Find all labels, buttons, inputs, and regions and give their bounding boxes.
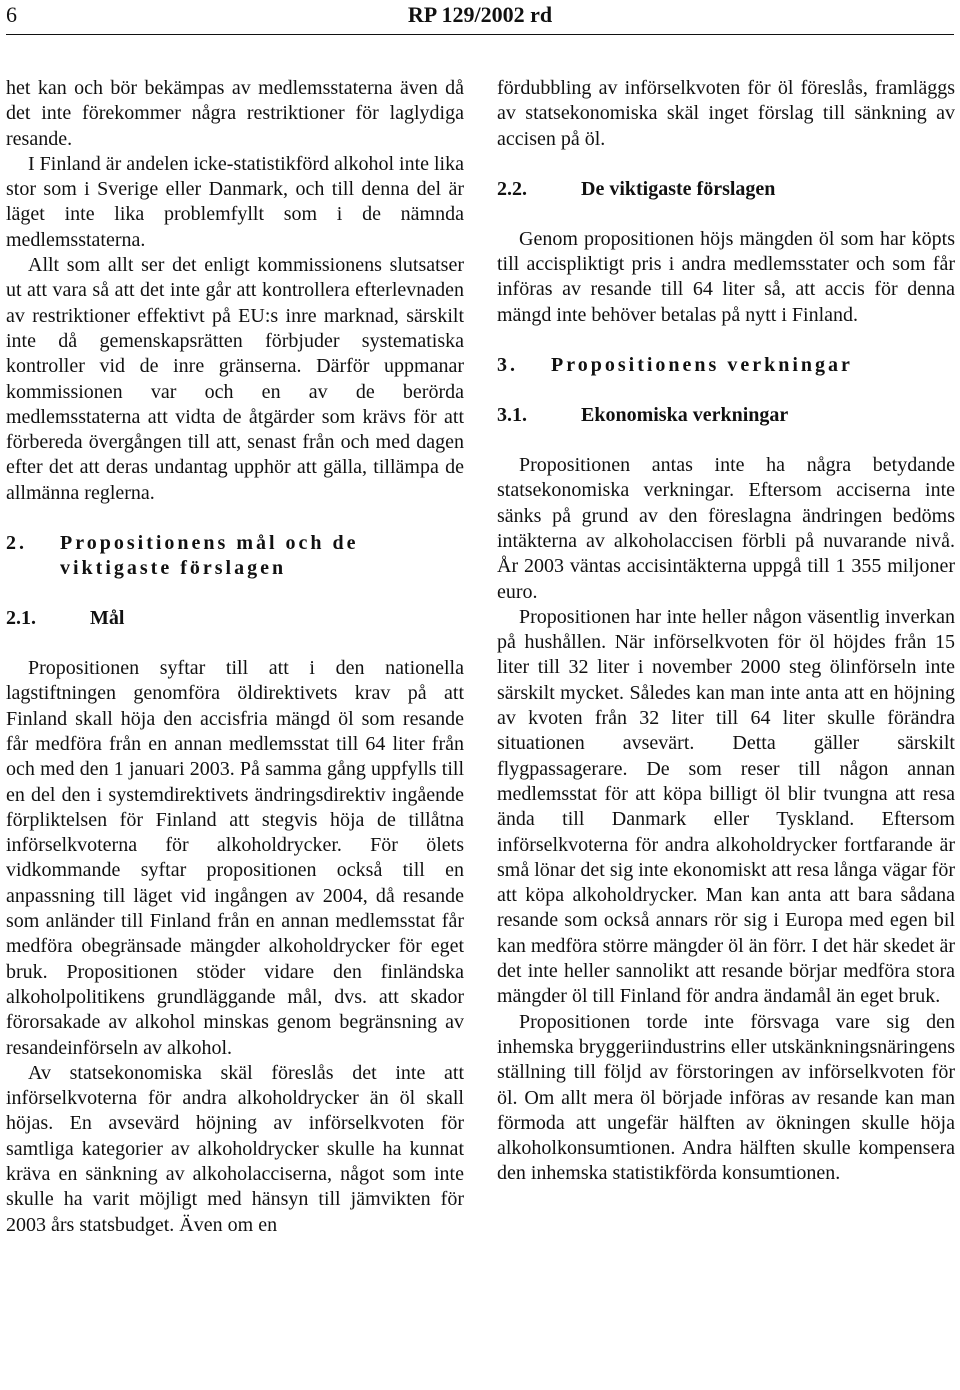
subsection-title: De viktigaste förslagen — [581, 177, 776, 200]
paragraph: Allt som allt ser det enligt kommissionens slutsatser ut att vara så att det inte går att kontrollera efterlevnaden av restriktioner effektivt på EU:s inre marknad, särskilt inte då gemenskapsrätten förbjuder systematiska kontroller vid de inre gränserna. Därför uppmanar kommissionen var och en av de berörda medlemsstaterna att vidta de åtgärder som krävs för att förbereda övergången till att, senast från och med dagen efter det att deras undantag upphör att gälla, tillämpa de allmänna reglerna. — [6, 254, 464, 504]
page-number: 6 — [6, 2, 17, 27]
paragraph: Av statsekonomiska skäl föreslås det inte att införselkvoterna för andra alkoholdrycker än öl skall höjas. En avsevärd höjning av införselkvoten för samtliga kategorier av alkoholdrycker skulle ha kunnat kräva en sänkning av alkoholacciserna, något som inte skulle ha varit möjligt med hänsyn till jämvikten för 2003 års statsbudget. Även om en — [6, 1061, 464, 1236]
right-column — [497, 76, 955, 1187]
header-rule — [6, 34, 954, 35]
paragraph: Genom propositionen höjs mängden öl som har köpts till accispliktigt pris i andra medlemsstater och som får införas av resande till 64 liter så, att accis för denna mängd inte behöver betalas på nytt i Finland. — [497, 227, 955, 326]
subsection-heading — [497, 403, 955, 428]
section-number: 2. — [6, 532, 27, 555]
subsection-heading — [6, 606, 464, 631]
paragraph: Propositionen torde inte försvaga vare sig den inhemska bryggeriindustrins eller utskänkningsnäringens ställning till följd av förstoringen av införselkvoten för öl. Om allt mera öl började införas av resande kan man förmoda att ungefär hälften av ökningen skulle höja alkoholkonsumtionen. Andra hälften skulle kompensera den inhemska statistikförda konsumtionen. — [497, 1010, 955, 1185]
subsection-heading — [497, 177, 955, 202]
paragraph: Propositionen syftar till att i den nationella lagstiftningen genomföra öldirektivets krav på att Finland skall höja den accisfria mängd öl som resande får medföra från en annan medlemsstat till 64 liter från och med den 1 januari 2003. På samma gång uppfylls till en del den i systemdirektivets ändringsdirektiv ingående förpliktelsen för Finland att stegvis höja de tillåtna införselkvoterna för alkoholdrycker. För ölets vidkommande syftar propositionen också till en anpassning till läget vid ingången av 2004, då resande som anländer till Finland från en annan medlemsstat får medföra obegränsade mängder alkoholdrycker för eget bruk. Propositionen stöder vidare den finländska alkoholpolitikens grundläggande mål, dvs. att skador förorsakade av alkohol minskas genom begränsning av resandeinförseln av alkohol. — [6, 657, 464, 1059]
paragraph: Propositionen antas inte ha några betydande statsekonomiska verkningar. Eftersom acciserna inte sänks på grund av den föreslagna ändringen bedöms intäkterna av alkoholaccisen förbli på nuvarande nivå. År 2003 väntas accisintäkterna uppgå till 1 355 miljoner euro. — [497, 454, 955, 603]
left-column — [6, 76, 464, 1238]
paragraph: Propositionen har inte heller någon väsentlig inverkan på hushållen. När införselkvoten för öl höjdes från 15 liter till 32 liter i november 2000 steg ölinförseln inte särskilt mycket. Således kan man inte anta att en höjning av kvoten från 32 liter till 64 liter skulle förändra situationen avsevärt. Detta gäller särskilt flygpassagerare. De som reser till någon annan medlemsstat för att köpa billigt öl blir tvungna att resa ända till Danmark eller Tyskland. Eftersom införselkvoterna för andra alkoholdrycker fortfarande är små lönar det sig inte ekonomiskt att resa långa vägar för att köpa alkoholdrycker. Man kan anta att bara sådana resande som också annars rör sig i Europa med egen bil kan medföra större mängder öl än förr. I det här skedet är det inte heller sannolikt att resande börjar medföra stora mängder öl till Finland för andra ändamål än eget bruk. — [497, 605, 955, 1008]
page-header — [0, 0, 960, 36]
section-heading — [497, 353, 955, 378]
section-title: Propositionens mål och de viktigaste förslagen — [60, 532, 359, 580]
paragraph: het kan och bör bekämpas av medlemsstaterna även då det inte förekommer några restriktioner för laglydiga resande. — [6, 77, 464, 150]
subsection-number: 3.1. — [497, 404, 527, 427]
subsection-title: Ekonomiska verkningar — [581, 404, 789, 427]
paragraph: fördubbling av införselkvoten för öl föreslås, framläggs av statsekonomiska skäl inget förslag till sänkning av accisen på öl. — [497, 77, 955, 150]
paragraph: I Finland är andelen icke-statistikförd alkohol inte lika stor som i Sverige eller Danmark, och till denna del är läget inte lika problemfyllt som i de nämnda medlemsstaterna. — [6, 152, 464, 251]
subsection-title: Mål — [90, 607, 125, 630]
document-id: RP 129/2002 rd — [407, 2, 553, 27]
subsection-number: 2.2. — [497, 177, 527, 200]
subsection-number: 2.1. — [6, 607, 36, 630]
section-heading — [6, 531, 464, 581]
section-title: Propositionens verkningar — [551, 354, 853, 377]
section-number: 3. — [497, 354, 518, 377]
